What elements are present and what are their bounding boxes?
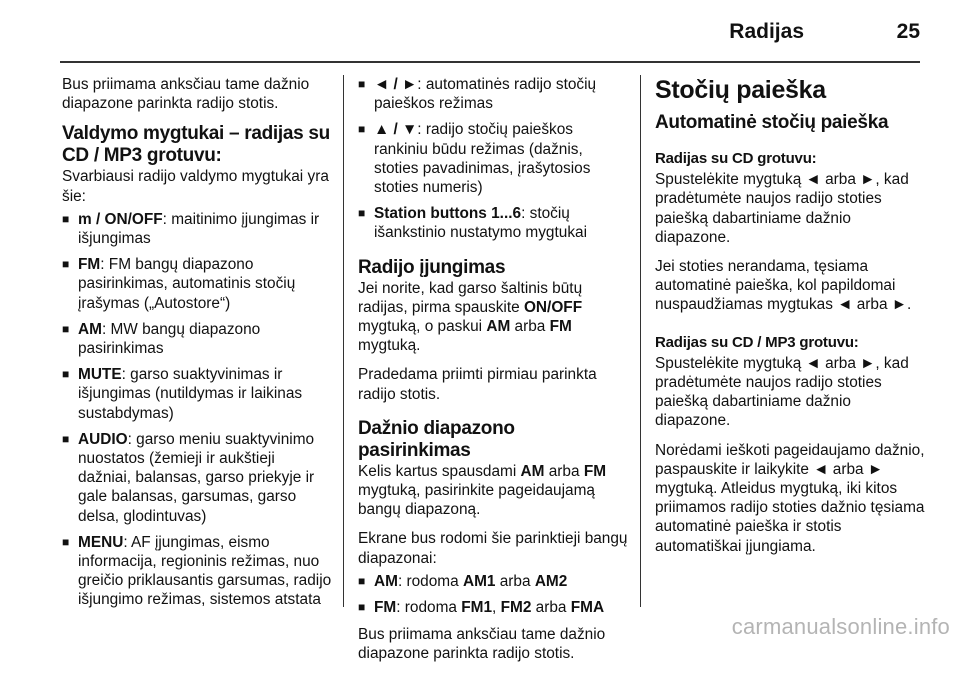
radio-on-paragraph <box>358 279 628 356</box>
radio-on-note: Pradedama priimti pirmiau parinkta radijo stotis. <box>358 366 597 403</box>
band-heading: Dažnio diapazono pasirinkimas <box>358 417 515 461</box>
text-run: arba <box>495 572 535 590</box>
cd-radio-paragraph: Spustelėkite mygtuką ◄ arba ►, kad pradėtumėte naujos radijo stoties paiešką dabartiniame dažnio diapazone. <box>655 171 909 246</box>
text-run: : rodoma <box>397 572 463 590</box>
text-run: Jei norite, kad garso šaltinis būtų radijas, pirma spauskite <box>358 279 583 316</box>
column-right <box>655 75 930 566</box>
list-item <box>358 120 628 197</box>
button-description: : radijo stočių paieškos rankiniu būdu režimas (dažnis, stoties pavadinimas, įrašytosios stoties numeris) <box>374 121 591 197</box>
bold-term: AM2 <box>534 572 568 590</box>
text-run: mygtuką, o paskui <box>358 318 487 336</box>
page-number: 25 <box>896 20 920 43</box>
list-item <box>62 430 332 526</box>
button-key: Station buttons 1...6 <box>374 205 522 223</box>
button-description: : garso meniu suaktyvinimo nuostatos (žemieji ir aukštieji dažniai, balansas, garso priekyje ir gale balansas, garsumas, garso delsa, glodintuvas) <box>78 430 315 525</box>
column-left <box>62 75 332 618</box>
button-description: : maitinimo įjungimas ir išjungimas <box>78 210 320 248</box>
bold-term: FM <box>374 599 397 617</box>
button-key: AUDIO <box>78 430 128 448</box>
list-item <box>62 533 332 610</box>
list-item <box>62 255 332 313</box>
column-divider <box>640 75 641 607</box>
button-description: : stočių išankstinio nustatymo mygtukai <box>374 205 587 242</box>
mp3-radio-note: Norėdami ieškoti pageidaujamo dažnio, paspauskite ir laikykite ◄ arba ► mygtuką. Atleidus mygtuką, iki kitos priimamos radijo stoties dažnio tęsiama automatinė paieška ir stotis automatiškai įjungiama. <box>655 441 925 555</box>
band-note: Bus priimama anksčiau tame dažnio diapazone parinkta radijo stotis. <box>358 626 606 663</box>
button-key: MENU <box>78 533 124 551</box>
list-item <box>358 598 628 617</box>
band-paragraph <box>358 462 628 520</box>
text-run: arba <box>531 599 571 617</box>
bold-term: FM <box>549 318 572 336</box>
button-key: AM <box>78 320 102 338</box>
button-key: MUTE <box>78 366 122 384</box>
button-description: : garso suaktyvinimas ir išjungimas (nutildymas ir laikinas sustabdymas) <box>78 366 303 422</box>
watermark: carmanualsonline.info <box>731 614 950 639</box>
cd-radio-subheading: Radijas su CD grotuvu: <box>655 150 817 167</box>
bold-term: FMA <box>570 599 605 617</box>
list-item <box>358 75 628 113</box>
bold-term: FM <box>583 462 607 480</box>
button-description: : FM bangų diapazono pasirinkimas, automatinis stočių įrašymas („Autostore“) <box>78 256 296 312</box>
intro-paragraph: Bus priimama anksčiau tame dažnio diapazone parinkta radijo stotis. <box>62 76 310 113</box>
band-list <box>358 572 628 617</box>
bold-term: AM <box>486 318 511 336</box>
page-header <box>60 0 920 63</box>
button-key: ◄ / ► <box>374 76 418 93</box>
mp3-radio-paragraph: Spustelėkite mygtuką ◄ arba ►, kad pradėtumėte naujos radijo stoties paiešką dabartiniame dažnio diapazone. <box>655 354 909 430</box>
bold-term: AM1 <box>462 572 496 590</box>
controls-heading: Valdymo mygtukai – radijas su CD / MP3 grotuvu: <box>62 123 330 167</box>
band-intro: Ekrane bus rodomi šie parinktieji bangų diapazonai: <box>358 530 628 567</box>
text-run: : rodoma <box>396 599 462 617</box>
list-item <box>358 204 628 242</box>
bold-term: AM <box>374 572 398 590</box>
text-run: mygtuką, pasirinkite pageidaujamą bangų diapazoną. <box>358 482 595 519</box>
button-description: : AF įjungimas, eismo informacija, regioninis režimas, nuo greičio priklausantis garsumas, radijo išjungimo režimas, sistemos atstata <box>78 533 332 609</box>
bold-term: ON/OFF <box>523 298 583 316</box>
list-item <box>358 572 628 591</box>
cd-radio-note: Jei stoties nerandama, tęsiama automatinė paieška, kol papildomai nuspaudžiamas mygtukas ◄ arba ►. <box>655 258 912 314</box>
list-item <box>62 365 332 423</box>
bold-term: AM <box>520 462 545 480</box>
bold-term: FM1 <box>461 599 493 617</box>
button-description: : MW bangų diapazono pasirinkimas <box>78 320 261 358</box>
button-key: m / ON/OFF <box>78 210 163 228</box>
text-run: arba <box>544 462 584 480</box>
column-divider <box>343 75 344 607</box>
text-run: , <box>492 599 501 617</box>
button-key: ▲ / ▼ <box>374 121 418 139</box>
page-title: Radijas <box>729 20 804 43</box>
mp3-radio-subheading: Radijas su CD / MP3 grotuvu: <box>655 333 859 351</box>
list-item <box>62 320 332 358</box>
controls-list <box>62 210 332 610</box>
navigation-keys-list <box>358 75 628 243</box>
button-description: : automatinės radijo stočių paieškos režimas <box>374 76 597 113</box>
controls-intro: Svarbiausi radijo valdymo mygtukai yra šie: <box>62 168 329 205</box>
radio-on-heading: Radijo įjungimas <box>358 256 506 278</box>
bold-term: FM2 <box>500 599 532 617</box>
text-run: Kelis kartus spausdami <box>358 462 521 480</box>
list-item <box>62 210 332 248</box>
station-search-heading: Stočių paieška <box>655 76 826 104</box>
button-key: FM <box>78 256 101 274</box>
auto-search-heading: Automatinė stočių paieška <box>655 112 889 133</box>
text-run: arba <box>510 318 550 336</box>
text-run: mygtuką. <box>358 337 421 355</box>
column-middle <box>358 75 628 674</box>
